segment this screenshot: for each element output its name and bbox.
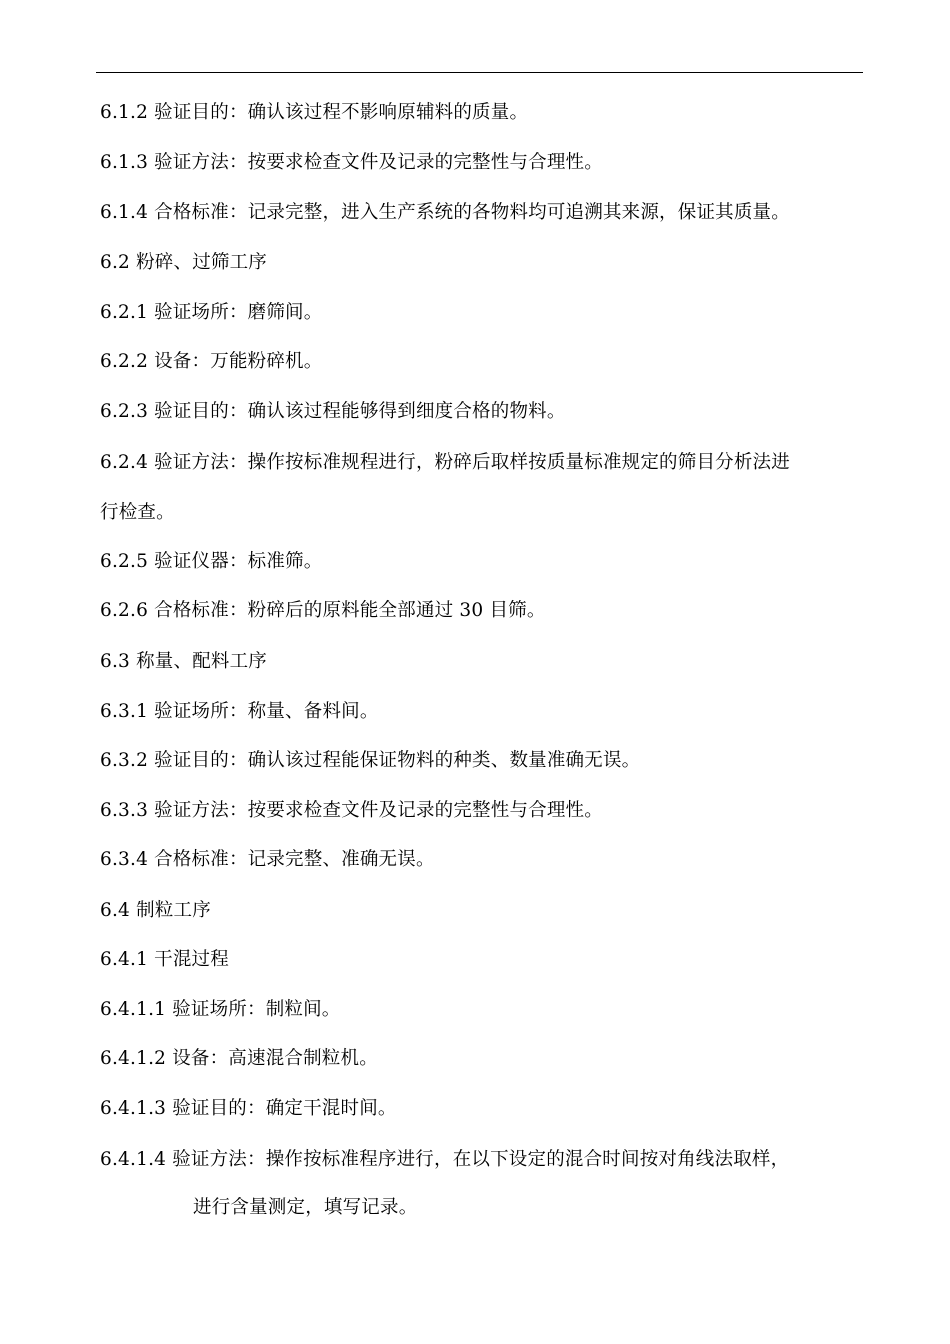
text-line-6-4-1-4: 6.4.1.4 验证方法：操作按标准程序进行，在以下设定的混合时间按对角线法取样，	[100, 1149, 790, 1170]
subsection-heading-6-4-1: 6.4.1 干混过程	[100, 949, 229, 970]
text-line-6-2-3: 6.2.3 验证目的：确认该过程能够得到细度合格的物料。	[100, 401, 566, 422]
section-heading-6-4: 6.4 制粒工序	[100, 900, 211, 921]
text-line-6-2-4: 6.2.4 验证方法：操作按标准规程进行，粉碎后取样按质量标准规定的筛目分析法进	[100, 452, 790, 473]
text-line-6-1-2: 6.1.2 验证目的：确认该过程不影响原辅料的质量。	[100, 102, 529, 123]
text-line-6-3-1: 6.3.1 验证场所：称量、备料间。	[100, 701, 379, 722]
text-line-6-3-3: 6.3.3 验证方法：按要求检查文件及记录的完整性与合理性。	[100, 800, 603, 821]
section-heading-6-2: 6.2 粉碎、过筛工序	[100, 252, 268, 273]
text-line-6-4-1-4-continued: 进行含量测定，填写记录。	[193, 1197, 418, 1218]
text-line-6-3-2: 6.3.2 验证目的：确认该过程能保证物料的种类、数量准确无误。	[100, 750, 641, 771]
text-line-6-2-1: 6.2.1 验证场所：磨筛间。	[100, 302, 323, 323]
text-line-6-2-6: 6.2.6 合格标准：粉碎后的原料能全部通过 30 目筛。	[100, 600, 546, 621]
text-line-6-4-1-3: 6.4.1.3 验证目的：确定干混时间。	[100, 1098, 397, 1119]
text-line-6-4-1-1: 6.4.1.1 验证场所：制粒间。	[100, 999, 341, 1020]
text-line-6-2-5: 6.2.5 验证仪器：标准筛。	[100, 551, 323, 572]
text-line-6-4-1-2: 6.4.1.2 设备：高速混合制粒机。	[100, 1048, 378, 1069]
text-line-6-1-3: 6.1.3 验证方法：按要求检查文件及记录的完整性与合理性。	[100, 152, 603, 173]
text-line-6-2-2: 6.2.2 设备：万能粉碎机。	[100, 351, 323, 372]
header-rule	[96, 72, 863, 73]
text-line-6-2-4-continued: 行检查。	[100, 502, 175, 523]
section-heading-6-3: 6.3 称量、配料工序	[100, 651, 268, 672]
text-line-6-1-4: 6.1.4 合格标准：记录完整，进入生产系统的各物料均可追溯其来源，保证其质量。	[100, 202, 790, 223]
text-line-6-3-4: 6.3.4 合格标准：记录完整、准确无误。	[100, 849, 435, 870]
